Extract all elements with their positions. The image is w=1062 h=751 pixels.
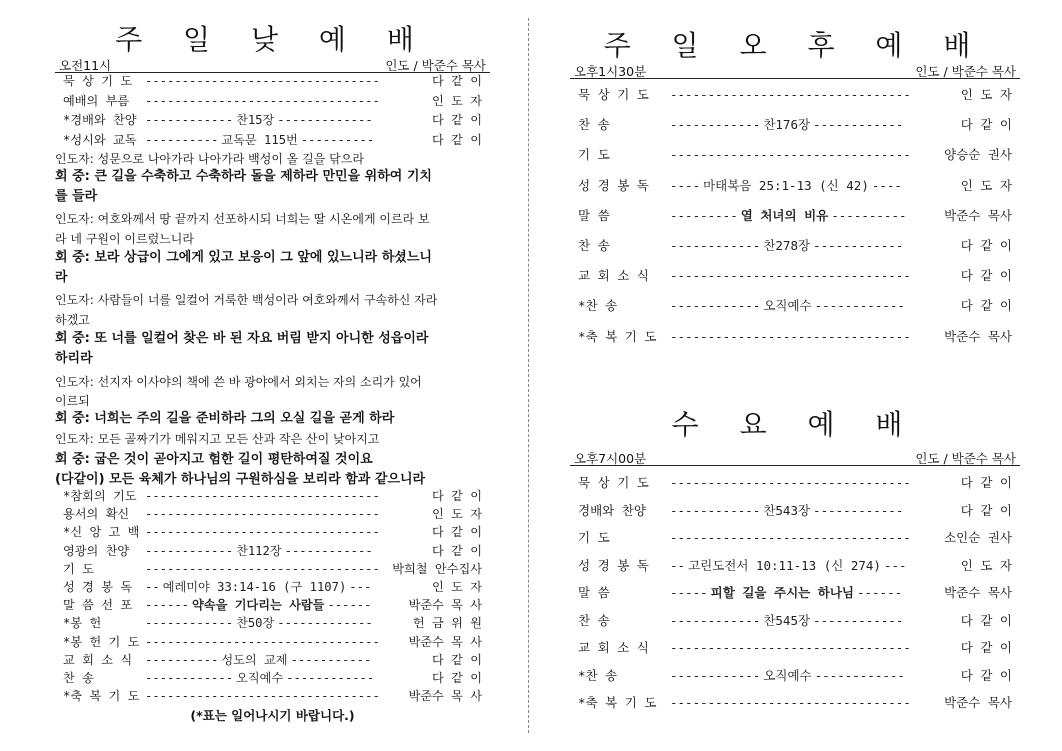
dashed-leader: -------------------------------- <box>145 561 380 576</box>
order-responsible: 박준수 목사 <box>944 585 1012 600</box>
order-detail: 찬176장 <box>760 117 813 132</box>
order-row <box>55 111 490 129</box>
order-item: *축 복 기 도 <box>578 328 657 344</box>
dashed-leader: -------------------------------- <box>670 695 911 710</box>
order-responsible: 다 같 이 <box>432 652 482 667</box>
congregation-line: 회 중: 큰 길을 수축하고 수축하라 돌을 제하라 만민을 위하여 기치 <box>55 169 432 184</box>
order-item: *찬 송 <box>578 667 618 683</box>
dashed-leader: -------------------------------- <box>670 328 911 344</box>
congregation-line: (다같이) 모든 육체가 하나님의 구원하심을 보리라 함과 같으니라 <box>55 472 426 487</box>
sunday-morning-leader: 인도 / 박준수 목사 <box>385 58 486 73</box>
order-row <box>55 596 490 614</box>
order-detail: 피할 길을 주시는 하나님 <box>708 585 857 600</box>
dashed-leader: -------------------------------- <box>670 640 911 655</box>
dashed-leader: -------------------------------- <box>670 87 911 102</box>
order-item: 경배와 찬양 <box>578 502 646 518</box>
order-item: *찬 송 <box>578 298 618 314</box>
order-row <box>570 327 1020 347</box>
order-responsible: 양승순 권사 <box>944 147 1012 163</box>
order-detail: 예레미야 33:14-16 (구 1107) <box>160 580 350 594</box>
order-detail: 마태복음 25:1-13 (신 42) <box>700 178 872 193</box>
order-row <box>55 669 490 687</box>
order-responsible: 박희철 안수집사 <box>392 561 482 576</box>
order-item: 말 씀 <box>578 585 610 600</box>
order-row <box>570 638 1020 658</box>
order-responsible: 다 같 이 <box>432 74 482 88</box>
dashed-leader: ------------ 오직예수 ------------ <box>145 671 375 685</box>
order-responsible: 다 같 이 <box>960 612 1012 628</box>
order-detail: 찬15장 <box>233 113 277 127</box>
order-item: 말 씀 <box>578 207 610 223</box>
order-item: *축 복 기 도 <box>63 689 140 704</box>
dashed-leader: --------- 열 처녀의 비유 ---------- <box>670 207 907 223</box>
order-responsible: 박준수 목 사 <box>408 689 482 704</box>
order-responsible: 박준수 목사 <box>944 207 1012 223</box>
order-responsible: 다 같 이 <box>960 502 1012 518</box>
dashed-leader: ------------ 찬278장 ------------ <box>670 238 904 253</box>
order-row <box>570 236 1020 256</box>
order-row <box>570 528 1020 548</box>
wednesday-title: 수 요 예 배 <box>671 408 919 441</box>
order-item: *봉 헌 기 도 <box>63 634 140 649</box>
dashed-leader: ---------- 교독문 115번 ---------- <box>145 132 375 147</box>
page-divider <box>528 18 529 733</box>
order-detail: 교독문 115번 <box>218 133 300 147</box>
dashed-leader: -- 예레미야 33:14-16 (구 1107) --- <box>145 580 372 594</box>
order-item: 묵 상 기 도 <box>578 475 649 490</box>
sunday-morning-header <box>55 56 490 73</box>
order-detail: 찬543장 <box>760 503 813 518</box>
order-detail: 오직예수 <box>760 668 814 683</box>
congregation-line: 회 중: 보라 상급이 그에게 있고 보응이 그 앞에 있느니라 하셨느니 <box>55 250 432 265</box>
order-row <box>570 206 1020 226</box>
order-responsible: 다 같 이 <box>960 238 1012 253</box>
order-responsible: 다 같 이 <box>432 132 482 147</box>
order-detail: 성도의 교제 <box>218 653 290 667</box>
order-item: *성시와 교독 <box>63 132 137 147</box>
dashed-leader: ------------ 찬545장 ------------ <box>670 612 904 628</box>
wednesday-time: 오후7시00분 <box>574 451 647 466</box>
dashed-leader: ------------ 오직예수 ------------ <box>670 298 905 314</box>
dashed-leader: ------------ 찬15장 ------------- <box>145 113 373 127</box>
order-responsible: 박준수 목사 <box>944 328 1012 344</box>
dashed-leader: -------------------------------- <box>670 475 911 490</box>
dashed-leader: ------------ 찬50장 ------------- <box>145 616 373 631</box>
dashed-leader: ------ 약속을 기다리는 사람들 ------ <box>145 598 372 613</box>
sunday-morning-title: 주 일 낮 예 배 <box>115 23 430 56</box>
leader-line: 하겠고 <box>55 313 90 327</box>
order-item: 묵 상 기 도 <box>63 74 133 88</box>
order-item: 예배의 부름 <box>63 93 130 108</box>
order-item: 찬 송 <box>578 238 610 253</box>
order-row <box>570 176 1020 196</box>
congregation-line: 하리라 <box>55 351 93 366</box>
leader-line: 인도자: 사람들이 너를 일컬어 거룩한 백성이라 여호와께서 구속하신 자라 <box>55 293 438 307</box>
order-responsible: 다 같 이 <box>432 543 482 558</box>
order-detail: 찬112장 <box>233 544 285 558</box>
dashed-leader: ---- 마태복음 25:1-13 (신 42) ---- <box>670 177 902 193</box>
order-row <box>55 614 490 632</box>
wednesday-header <box>570 449 1020 466</box>
dashed-leader: -------------------------------- <box>145 507 380 522</box>
order-item: *참회의 기도 <box>63 489 137 503</box>
order-item: 찬 송 <box>578 612 610 628</box>
order-row <box>55 542 490 560</box>
order-responsible: 다 같 이 <box>432 671 482 685</box>
order-row <box>570 693 1020 713</box>
dashed-leader: ------------ 찬543장 ------------ <box>670 502 904 518</box>
leader-line: 인도자: 선지자 이사야의 책에 쓴 바 광야에서 외치는 자의 소리가 있어 <box>55 375 422 389</box>
order-responsible: 다 같 이 <box>960 475 1012 490</box>
order-row <box>55 92 490 110</box>
leader-line: 인도자: 여호와께서 땅 끝까지 선포하시되 너희는 딸 시온에게 이르라 보 <box>55 212 430 226</box>
order-responsible: 다 같 이 <box>960 298 1012 314</box>
order-row <box>570 473 1020 493</box>
order-item: 용서의 확신 <box>63 507 130 522</box>
congregation-line: 라 <box>55 270 68 285</box>
order-item: 찬 송 <box>578 117 610 133</box>
order-item: 성 경 봉 독 <box>63 580 133 594</box>
order-item: 교 회 소 식 <box>578 640 649 655</box>
order-row <box>55 560 490 578</box>
dashed-leader: -------------------------------- <box>145 74 380 88</box>
order-item: *신 앙 고 백 <box>63 525 140 540</box>
order-item: 교 회 소 식 <box>578 268 649 284</box>
order-detail: 찬278장 <box>760 238 813 253</box>
order-row <box>55 131 490 149</box>
order-responsible: 다 같 이 <box>960 117 1012 133</box>
dashed-leader: ------------ 오직예수 ------------ <box>670 667 905 683</box>
order-row <box>55 633 490 651</box>
leader-line: 이르되 <box>55 394 90 408</box>
order-item: 성 경 봉 독 <box>578 557 649 573</box>
congregation-line: 회 중: 너희는 주의 길을 준비하라 그의 오실 길을 곧게 하라 <box>55 411 395 426</box>
order-detail: 열 처녀의 비유 <box>738 208 832 223</box>
order-row <box>570 296 1020 316</box>
order-responsible: 인 도 자 <box>960 177 1012 193</box>
order-item: 교 회 소 식 <box>63 652 133 667</box>
order-row <box>55 687 490 705</box>
order-responsible: 헌 금 위 원 <box>412 616 482 631</box>
order-row <box>55 651 490 669</box>
congregation-line: 회 중: 또 너를 일컬어 찾은 바 된 자요 버림 받지 아니한 성읍이라 <box>55 331 429 346</box>
order-responsible: 다 같 이 <box>432 525 482 540</box>
dashed-leader: -- 고린도전서 10:11-13 (신 274) --- <box>670 557 907 573</box>
order-responsible: 박준수 목 사 <box>408 598 482 613</box>
order-row <box>570 666 1020 686</box>
congregation-line: 를 들라 <box>55 189 98 204</box>
order-responsible: 인 도 자 <box>432 93 482 108</box>
dashed-leader: ---------- 성도의 교제 ----------- <box>145 652 372 667</box>
order-responsible: 다 같 이 <box>432 113 482 127</box>
order-responsible: 박준수 목사 <box>944 695 1012 710</box>
order-row <box>570 611 1020 631</box>
order-detail: 찬50장 <box>233 616 277 630</box>
order-detail: 오직예수 <box>760 298 814 313</box>
order-responsible: 다 같 이 <box>960 640 1012 655</box>
order-item: *경배와 찬양 <box>63 113 137 127</box>
order-responsible: 소인순 권사 <box>944 530 1012 545</box>
order-item: 말 씀 선 포 <box>63 598 133 613</box>
order-row <box>570 85 1020 105</box>
order-row <box>55 578 490 596</box>
order-detail: 고린도전서 10:11-13 (신 274) <box>685 558 884 573</box>
order-responsible: 다 같 이 <box>960 268 1012 284</box>
dashed-leader: -------------------------------- <box>145 93 380 108</box>
dashed-leader: -------------------------------- <box>145 489 380 503</box>
dashed-leader: -------------------------------- <box>145 525 380 540</box>
order-responsible: 인 도 자 <box>960 557 1012 573</box>
order-detail: 찬545장 <box>760 613 813 628</box>
leader-line: 라 네 구원이 이르렀느니라 <box>55 232 194 246</box>
order-item: 기 도 <box>578 530 610 545</box>
order-item: 기 도 <box>578 147 610 163</box>
order-row <box>570 501 1020 521</box>
dashed-leader: -------------------------------- <box>145 689 380 704</box>
order-item: 성 경 봉 독 <box>578 177 649 193</box>
order-item: 영광의 찬양 <box>63 543 130 558</box>
congregation-line: 회 중: 굽은 것이 곧아지고 험한 길이 평탄하여질 것이요 <box>55 452 373 467</box>
order-row <box>570 266 1020 286</box>
leader-line: 인도자: 성문으로 나아가라 나아가라 백성이 올 길을 닦으라 <box>55 152 364 166</box>
standing-note: (*표는 일어나시기 바랍니다.) <box>190 708 355 723</box>
order-row <box>55 487 490 505</box>
dashed-leader: -------------------------------- <box>670 147 911 163</box>
order-item: 기 도 <box>63 561 94 576</box>
order-responsible: 인 도 자 <box>432 580 482 594</box>
dashed-leader: ------------ 찬112장 ------------ <box>145 543 373 558</box>
order-detail: 약속을 기다리는 사람들 <box>189 598 327 612</box>
order-item: *봉 헌 <box>63 616 102 631</box>
dashed-leader: -------------------------------- <box>670 268 911 284</box>
order-item: 묵 상 기 도 <box>578 87 649 102</box>
sunday-afternoon-time: 오후1시30분 <box>574 64 647 79</box>
dashed-leader: -------------------------------- <box>670 530 911 545</box>
dashed-leader: ------------ 찬176장 ------------ <box>670 117 904 133</box>
sunday-afternoon-leader: 인도 / 박준수 목사 <box>915 64 1016 79</box>
order-row <box>55 523 490 541</box>
order-responsible: 다 같 이 <box>960 667 1012 683</box>
order-row <box>55 72 490 90</box>
wednesday-leader: 인도 / 박준수 목사 <box>915 451 1016 466</box>
order-item: 찬 송 <box>63 671 94 685</box>
order-item: *축 복 기 도 <box>578 695 657 710</box>
sunday-afternoon-title: 주 일 오 후 예 배 <box>603 29 987 62</box>
order-row <box>570 583 1020 603</box>
dashed-leader: -------------------------------- <box>145 634 380 649</box>
sunday-afternoon-header <box>570 62 1020 79</box>
sunday-morning-time: 오전11시 <box>59 58 112 73</box>
order-detail: 오직예수 <box>233 671 286 685</box>
order-responsible: 인 도 자 <box>432 507 482 522</box>
order-responsible: 박준수 목 사 <box>408 634 482 649</box>
order-responsible: 인 도 자 <box>960 87 1012 102</box>
leader-line: 인도자: 모든 골짜기가 메워지고 모든 산과 작은 산이 낮아지고 <box>55 432 380 446</box>
dashed-leader: ----- 피할 길을 주시는 하나님 ------ <box>670 585 903 600</box>
order-row <box>570 556 1020 576</box>
order-responsible: 다 같 이 <box>432 489 482 503</box>
order-row <box>55 505 490 523</box>
order-row <box>570 115 1020 135</box>
order-row <box>570 145 1020 165</box>
